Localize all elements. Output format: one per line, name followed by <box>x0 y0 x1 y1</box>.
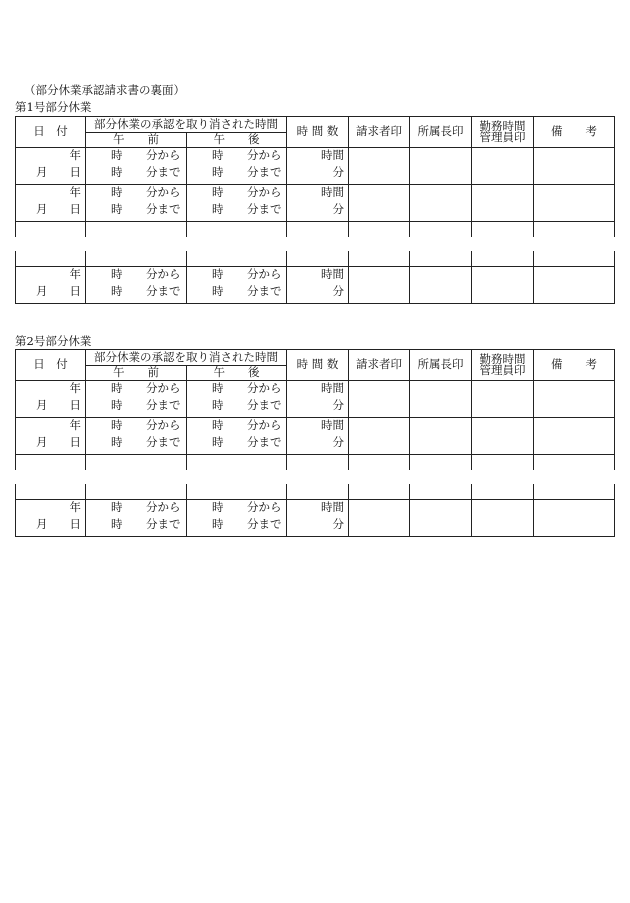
header-attendance-admin: 勤務時間 管理員印 <box>472 117 534 148</box>
table-row: 年 月 日 時 分から 時 分まで 時 分から 時 分まで 時間 分 <box>16 500 615 537</box>
header-cancelled-time: 部分休業の承認を取り消された時間 <box>86 117 287 133</box>
header-pm: 午 後 <box>187 366 287 381</box>
header-date: 日 付 <box>16 117 86 148</box>
document-title: （部分休業承認請求書の裏面） <box>24 83 185 97</box>
continuation-row-top <box>16 455 615 471</box>
header-date: 日 付 <box>16 350 86 381</box>
header-hours: 時 間 数 <box>287 117 349 148</box>
header-attendance-admin: 勤務時間 管理員印 <box>472 350 534 381</box>
requester-seal-cell <box>349 148 410 185</box>
table-row: 年 月 日 時 分から 時 分まで 時 分から 時 分まで 時間 分 <box>16 148 615 185</box>
header-manager-seal: 所属長印 <box>410 117 472 148</box>
table-row: 年 月 日 時 分から 時 分まで 時 分から 時 分まで 時間 分 <box>16 418 615 455</box>
table-row: 年 月 日 時 分から 時 分まで 時 分から 時 分まで 時間 分 <box>16 185 615 222</box>
table-row: 年 月 日 時 分から 時 分まで 時 分から 時 分まで 時間 分 <box>16 381 615 418</box>
continuation-row-bottom <box>16 484 615 500</box>
section-2-title: 第2号部分休業 <box>15 334 92 348</box>
header-pm: 午 後 <box>187 133 287 148</box>
header-remarks: 備 考 <box>534 117 615 148</box>
header-am: 午 前 <box>86 366 187 381</box>
section-1-title: 第1号部分休業 <box>15 100 92 114</box>
header-am: 午 前 <box>86 133 187 148</box>
continuation-gap <box>16 470 615 484</box>
header-hours: 時 間 数 <box>287 350 349 381</box>
header-requester-seal: 請求者印 <box>349 117 410 148</box>
header-requester-seal: 請求者印 <box>349 350 410 381</box>
section-1-table <box>15 116 615 304</box>
continuation-gap <box>16 237 615 251</box>
remarks-cell <box>534 148 615 185</box>
admin-seal-cell <box>472 148 534 185</box>
section-2-table <box>15 349 615 537</box>
continuation-row-top <box>16 222 615 238</box>
manager-seal-cell <box>410 148 472 185</box>
header-remarks: 備 考 <box>534 350 615 381</box>
header-cancelled-time: 部分休業の承認を取り消された時間 <box>86 350 287 366</box>
table-row: 年 月 日 時 分から 時 分まで 時 分から 時 分まで 時間 分 <box>16 267 615 304</box>
header-manager-seal: 所属長印 <box>410 350 472 381</box>
continuation-row-bottom <box>16 251 615 267</box>
